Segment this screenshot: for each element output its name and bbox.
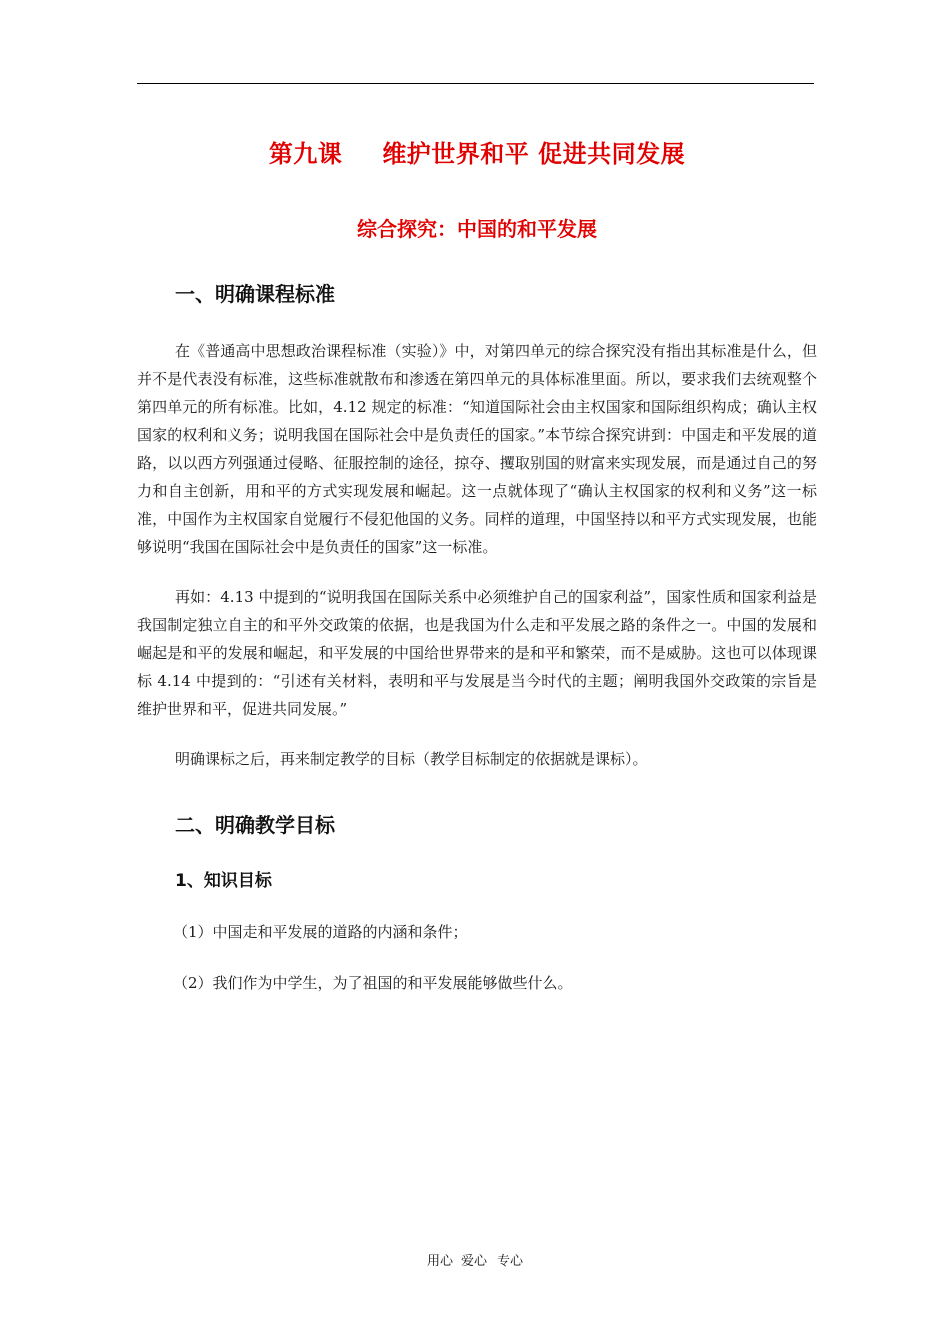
footer-word: 专心	[497, 1254, 524, 1269]
title-lesson-name: 维护世界和平 促进共同发展	[382, 140, 686, 168]
header-rule	[137, 83, 814, 84]
document-body	[137, 120, 817, 993]
subsection-heading-knowledge: 1、知识目标	[175, 871, 272, 891]
page-subtitle: 综合探究：中国的和平发展	[357, 217, 597, 241]
section-heading-standards: 一、明确课程标准	[175, 282, 335, 306]
title-lesson-number: 第九课	[268, 140, 343, 168]
paragraph-standards-3: 明确课标之后，再来制定教学的目标（教学目标制定的依据就是课标）。	[175, 750, 648, 768]
page-footer	[0, 1250, 950, 1269]
page-title	[137, 134, 817, 169]
section-heading-goals: 二、明确教学目标	[175, 813, 335, 837]
list-item: （2）我们作为中学生，为了祖国的和平发展能够做些什么。	[173, 974, 573, 992]
list-item: （1）中国走和平发展的道路的内涵和条件；	[173, 923, 468, 941]
footer-word: 爱心	[460, 1254, 487, 1269]
footer-word: 用心	[426, 1254, 453, 1269]
paragraph-standards-1: 在《普通高中思想政治课程标准（实验）》中，对第四单元的综合探究没有指出其标准是什么，但并不是代表没有标准，这些标准就散布和渗透在第四单元的具体标准里面。所以，要求我们去统观整个第四单元的所有标准。比如，4.12 规定的标准：“知道国际社会由主权国家和国际组织构成；确认主权国家的权利和义务；说明我国在国际社会中是负责任的国家。”本节综合探究讲到：中国走和平发展的道路，以以西方列强通过侵略、征服控制的途径，掠夺、攫取别国的财富来实现发展，而是通过自己的努力和自主创新，用和平的方式实现发展和崛起。这一点就体现了“确认主权国家的权利和义务”这一标准，中国作为主权国家自觉履行不侵犯他国的义务。同样的道理，中国坚持以和平方式实现发展，也能够说明“我国在国际社会中是负责任的国家”这一标准。	[137, 342, 817, 556]
paragraph-standards-2: 再如：4.13 中提到的“说明我国在国际关系中必须维护自己的国家利益”，国家性质和国家利益是我国制定独立自主的和平外交政策的依据，也是我国为什么走和平发展之路的条件之一。中国的发展和崛起是和平的发展和崛起，和平发展的中国给世界带来的是和平和繁荣，而不是威胁。这也可以体现课标 4.14 中提到的：“引述有关材料，表明和平与发展是当今时代的主题；阐明我国外交政策的宗旨是维护世界和平，促进共同发展。”	[137, 588, 817, 718]
